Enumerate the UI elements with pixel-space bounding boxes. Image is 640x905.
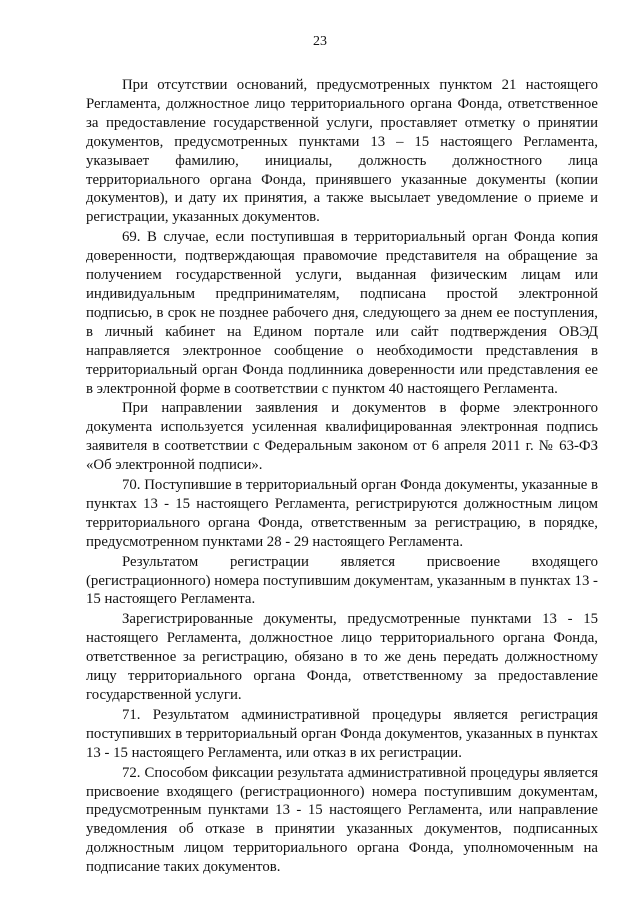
paragraph-71: 71. Результатом административной процедуры является регистрация поступивших в территориальный орган Фонда документов, указанных в пунктах 13 - 15 настоящего Регламента, или отказ в их регистрации.: [86, 706, 598, 761]
page-number: 23: [313, 34, 327, 49]
paragraph-electronic-signature: При направлении заявления и документов в форме электронного документа используется усиленная квалифицированная электронная подпись заявителя в соответствии с Федеральным законом от 6 апреля 2011 г. № 63-ФЗ «Об электронной подписи».: [86, 400, 598, 474]
paragraph-72: 72. Способом фиксации результата административной процедуры является присвоение входящего (регистрационного) номера поступившим документам, предусмотренным пунктами 13 - 15 настоящего Регламента, или направление уведомления об отказе в принятии указанных документов, подписанных должностным лицом территориального органа Фонда, уполномоченным на подписание таких документов.: [86, 764, 598, 876]
paragraph-70: 70. Поступившие в территориальный орган Фонда документы, указанные в пунктах 13 - 15 настоящего Регламента, регистрируются должностным лицом территориального органа Фонда, ответственным за регистрацию, в порядке, предусмотренном пунктами 28 - 29 настоящего Регламента.: [86, 477, 599, 550]
paragraph-no-grounds: При отсутствии оснований, предусмотренных пунктом 21 настоящего Регламента, должностное лицо территориального органа Фонда, ответственное за предоставление государственной услуги, проставляет отметку о принятии документов, предусмотренных пунктами 13 – 15 настоящего Регламента, указывает фамилию, инициалы, должность должностного лица территориального органа Фонда, принявшего указанные документы (копии документов), и дату их принятия, а также высылает уведомление о приеме и регистрации, указанных документов.: [86, 77, 598, 226]
document-body: [86, 76, 598, 877]
paragraph-69: 69. В случае, если поступившая в территориальный орган Фонда копия доверенности, подтверждающая правомочие представителя на обращение за получением государственной услуги, выданная физическим лицам или индивидуальным предпринимателям, подписана простой электронной подписью, в срок не позднее рабочего дня, следующего за днем ее поступления, в личный кабинет на Едином портале или сайт подтверждения ОВЭД направляется электронное сообщение о необходимости представления в территориальный орган Фонда подлинника доверенности или представления ее в электронной форме в соответствии с пунктом 40 настоящего Регламента.: [86, 229, 598, 397]
paragraph-registration-result: Результатом регистрации является присвоение входящего (регистрационного) номера поступившим документам, указанным в пунктах 13 - 15 настоящего Регламента.: [86, 553, 598, 608]
paragraph-registered-documents: Зарегистрированные документы, предусмотренные пунктами 13 - 15 настоящего Регламента, должностное лицо территориального органа Фонда, ответственное за регистрацию, обязано в то же день передать должностному лицу территориального органа Фонда, ответственному за предоставление государственной услуги.: [86, 611, 598, 703]
